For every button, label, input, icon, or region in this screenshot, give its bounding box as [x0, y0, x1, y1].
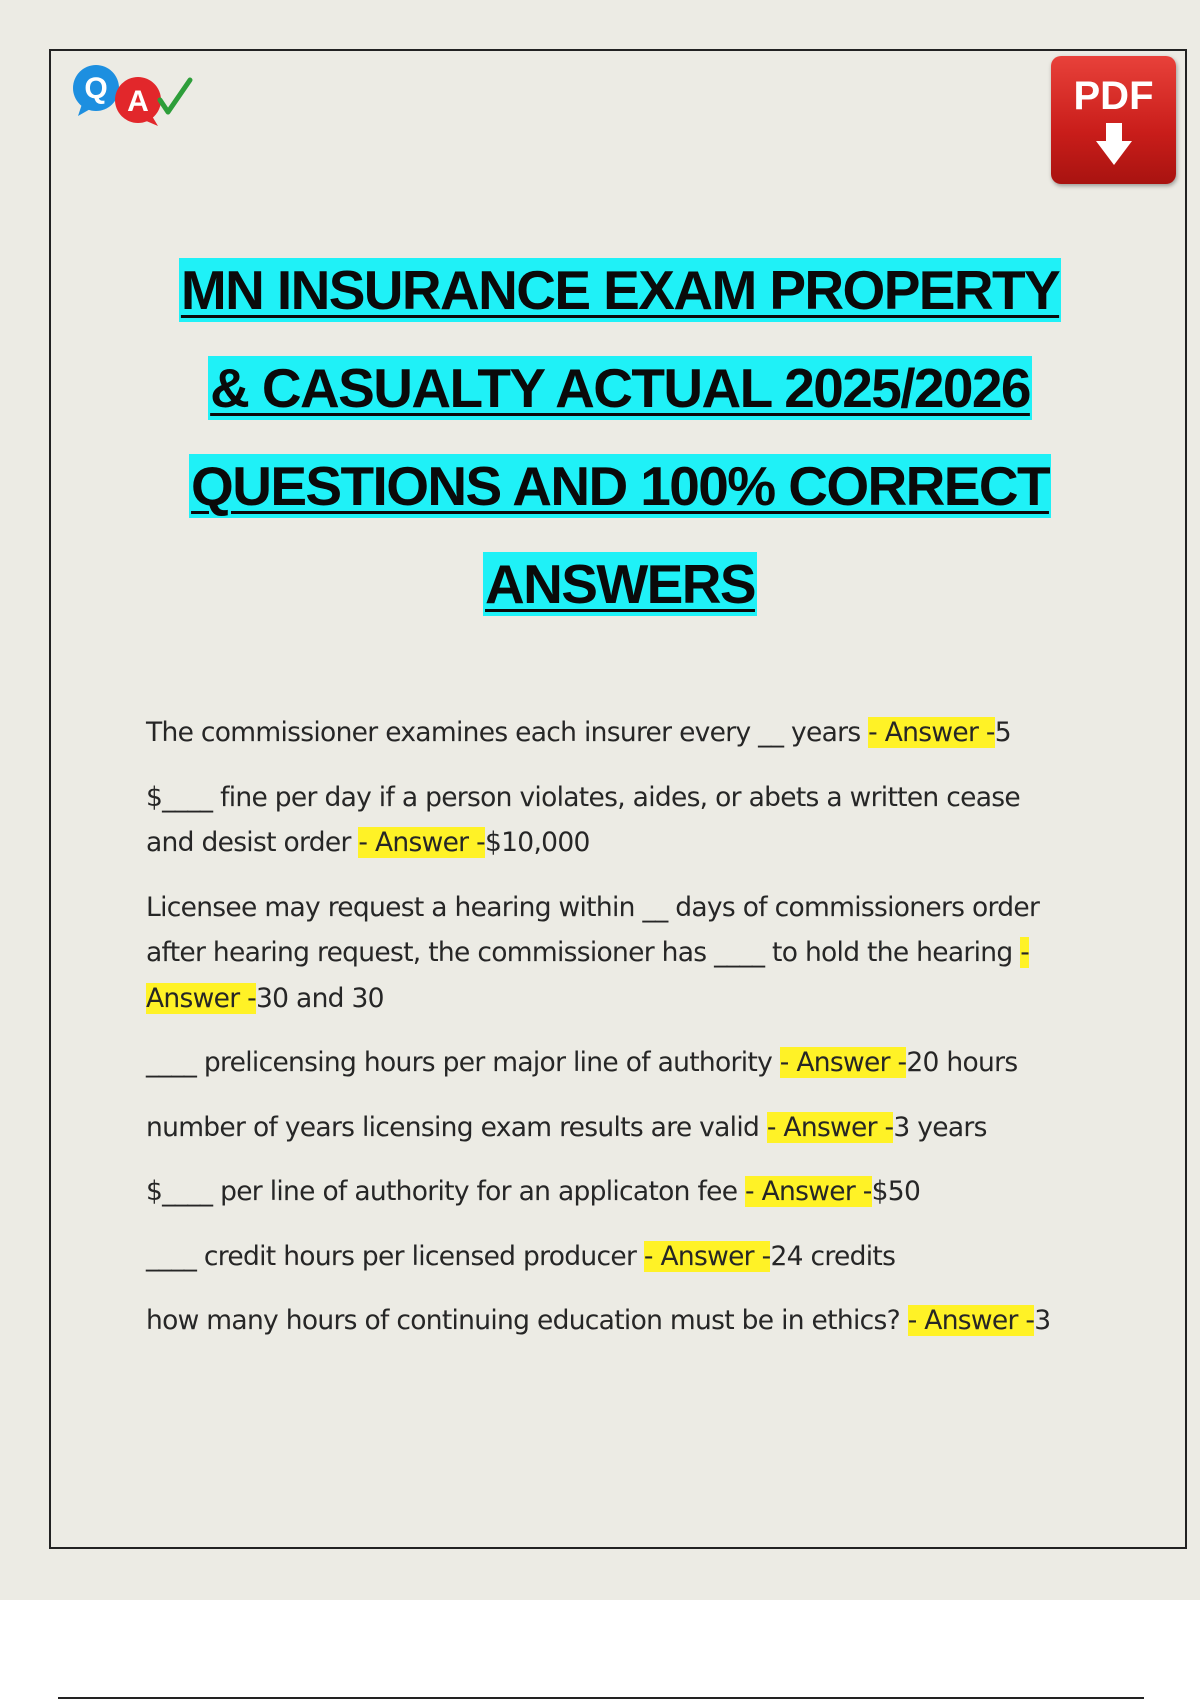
logo-q-letter: Q [84, 72, 108, 105]
logo-a-letter: A [127, 85, 149, 118]
checkmark-icon [160, 80, 190, 112]
pdf-download-button[interactable] [1051, 56, 1176, 184]
answer-marker: - Answer - [868, 717, 995, 748]
question-text: $____ per line of authority for an applicaton fee [146, 1176, 746, 1207]
question-text: and desist order [146, 827, 359, 858]
answer-marker: - Answer - [907, 1305, 1035, 1336]
question-text: after hearing request, the commissioner has ____ to hold the hearing [146, 937, 1021, 968]
answer-text: 3 [1034, 1305, 1051, 1336]
qa-list [146, 710, 1096, 1363]
question-text: how many hours of continuing education must be in ethics? [146, 1305, 908, 1336]
question-text: $____ fine per day if a person violates, aides, or abets a written cease [146, 781, 1020, 813]
qa-item [146, 1298, 1096, 1344]
document-title [100, 240, 1140, 632]
title-line: MN INSURANCE EXAM PROPERTY [180, 258, 1060, 321]
answer-marker: - Answer - [643, 1240, 771, 1272]
title-line: & CASUALTY ACTUAL 2025/2026 [210, 356, 1030, 419]
answer-text: $50 [871, 1176, 921, 1207]
title-line: QUESTIONS AND 100% CORRECT [191, 454, 1049, 517]
question-text: Licensee may request a hearing within __ days of commissioners order [146, 891, 1040, 923]
answer-marker: - [1020, 937, 1030, 968]
qa-item [146, 1040, 1096, 1086]
qa-item [146, 1169, 1096, 1215]
answer-marker: Answer - [146, 982, 256, 1014]
question-text: The commissioner examines each insurer every __ years [146, 717, 869, 748]
question-text: ____ prelicensing hours per major line of authority [146, 1047, 780, 1078]
answer-marker: - Answer - [358, 827, 485, 858]
qa-item [146, 710, 1096, 756]
answer-text: 24 credits [770, 1240, 896, 1272]
answer-marker: - Answer - [779, 1047, 907, 1078]
download-arrow-icon [1094, 121, 1134, 167]
title-line: ANSWERS [485, 552, 755, 615]
answer-text: 20 hours [906, 1047, 1018, 1078]
pdf-label: PDF [1073, 74, 1154, 118]
qa-item [146, 885, 1096, 1022]
question-text: number of years licensing exam results are valid [146, 1111, 767, 1143]
answer-marker: - Answer - [766, 1111, 894, 1143]
footer-divider [58, 1697, 1144, 1699]
qa-item [146, 1105, 1096, 1151]
qa-item [146, 775, 1096, 866]
qa-item [146, 1234, 1096, 1280]
question-text: ____ credit hours per licensed producer [146, 1240, 644, 1272]
answer-text: 3 years [893, 1111, 987, 1143]
answer-text: 30 and 30 [256, 982, 384, 1014]
qa-logo-icon [68, 58, 198, 128]
answer-text: 5 [994, 717, 1011, 748]
answer-marker: - Answer - [745, 1176, 872, 1207]
answer-text: $10,000 [484, 827, 590, 858]
